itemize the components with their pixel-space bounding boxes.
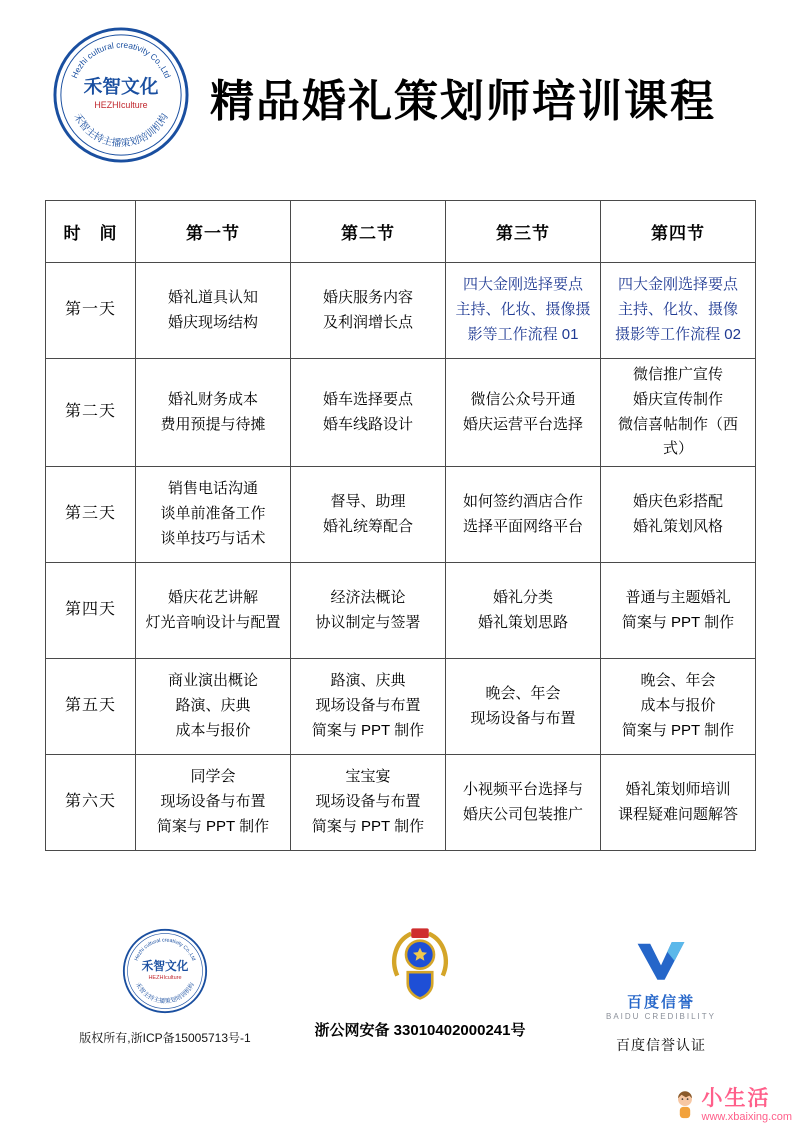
column-header: 第三节	[446, 201, 601, 263]
course-cell: 普通与主题婚礼 简案与 PPT 制作	[601, 563, 756, 659]
footer-logo-ring-bottom-text: 禾智主持主播策划培训机构	[133, 981, 197, 1006]
mascot-icon	[672, 1090, 698, 1122]
course-cell: 婚礼策划师培训 课程疑难问题解答	[601, 755, 756, 851]
baidu-credibility-name: 百度信誉	[626, 994, 695, 1011]
course-cell: 婚庆服务内容 及利润增长点	[291, 263, 446, 359]
day-label: 第六天	[46, 755, 136, 851]
table-row	[46, 359, 756, 467]
police-registration-text: 浙公网安备 33010402000241号	[314, 1022, 526, 1039]
footer-logo-en-name: HEZHIculture	[148, 974, 182, 981]
course-cell: 经济法概论 协议制定与签署	[291, 563, 446, 659]
course-cell: 小视频平台选择与 婚庆公司包装推广	[446, 755, 601, 851]
table-row	[46, 659, 756, 755]
course-table-body	[46, 263, 756, 851]
logo-cn-name: 禾智文化	[83, 76, 159, 98]
police-badge-icon	[385, 924, 455, 1008]
icp-copyright-text: 版权所有,浙ICP备15005713号-1	[79, 1031, 251, 1045]
watermark-site-url[interactable]: www.xbaixing.com	[701, 1111, 792, 1124]
course-cell: 四大金刚选择要点 主持、化妆、摄像摄 影等工作流程 01	[446, 263, 601, 359]
logo-ring-bottom-text: 禾智主持主播策划培训机构	[71, 111, 171, 150]
hezhi-culture-logo-small	[122, 928, 208, 1014]
course-cell: 路演、庆典 现场设备与布置 简案与 PPT 制作	[291, 659, 446, 755]
page-title: 精品婚礼策划师培训课程	[210, 77, 716, 126]
logo-ring-top-text: Hezhi cultural creativity Co.,Ltd	[69, 39, 173, 80]
course-table	[45, 200, 756, 851]
column-header: 时 间	[46, 201, 136, 263]
course-cell: 婚礼道具认知 婚庆现场结构	[136, 263, 291, 359]
course-cell: 婚礼财务成本 费用预提与待摊	[136, 359, 291, 467]
table-row	[46, 263, 756, 359]
footer-copyright-block	[58, 928, 272, 1046]
column-header: 第二节	[291, 201, 446, 263]
day-label: 第三天	[46, 467, 136, 563]
logo-en-name: HEZHIculture	[94, 99, 148, 110]
course-table-head-row	[46, 201, 756, 263]
course-cell: 微信推广宣传 婚庆宣传制作 微信喜帖制作（西式）	[601, 359, 756, 467]
baidu-credibility-icon	[634, 936, 688, 984]
course-cell: 婚庆花艺讲解 灯光音响设计与配置	[136, 563, 291, 659]
baidu-credibility-en: BAIDU CREDIBILITY	[605, 1012, 716, 1021]
column-header: 第一节	[136, 201, 291, 263]
table-row	[46, 467, 756, 563]
course-cell: 销售电话沟通 谈单前准备工作 谈单技巧与话术	[136, 467, 291, 563]
course-cell: 如何签约酒店合作 选择平面网络平台	[446, 467, 601, 563]
day-label: 第一天	[46, 263, 136, 359]
footer-baidu-block	[566, 936, 756, 1055]
course-cell: 商业演出概论 路演、庆典 成本与报价	[136, 659, 291, 755]
day-label: 第四天	[46, 563, 136, 659]
footer-logo-ring-top-text: Hezhi cultural creativity Co.,Ltd	[133, 937, 197, 962]
course-cell: 微信公众号开通 婚庆运营平台选择	[446, 359, 601, 467]
footer-police-block	[308, 924, 532, 1040]
watermark-site-name: 小生活	[701, 1087, 771, 1111]
day-label: 第二天	[46, 359, 136, 467]
footer-logo-cn-name: 禾智文化	[141, 959, 189, 973]
course-table-wrap	[45, 200, 756, 851]
course-cell: 晚会、年会 现场设备与布置	[446, 659, 601, 755]
table-row	[46, 755, 756, 851]
column-header: 第四节	[601, 201, 756, 263]
hezhi-culture-logo	[52, 26, 190, 164]
site-watermark	[672, 1087, 792, 1124]
baidu-certification-text: 百度信誉认证	[616, 1037, 706, 1053]
course-cell: 宝宝宴 现场设备与布置 简案与 PPT 制作	[291, 755, 446, 851]
course-cell: 婚车选择要点 婚车线路设计	[291, 359, 446, 467]
course-cell: 四大金刚选择要点 主持、化妆、摄像 摄影等工作流程 02	[601, 263, 756, 359]
course-cell: 同学会 现场设备与布置 简案与 PPT 制作	[136, 755, 291, 851]
course-cell: 督导、助理 婚礼统筹配合	[291, 467, 446, 563]
course-cell: 婚庆色彩搭配 婚礼策划风格	[601, 467, 756, 563]
course-cell: 婚礼分类 婚礼策划思路	[446, 563, 601, 659]
course-cell: 晚会、年会 成本与报价 简案与 PPT 制作	[601, 659, 756, 755]
table-row	[46, 563, 756, 659]
day-label: 第五天	[46, 659, 136, 755]
